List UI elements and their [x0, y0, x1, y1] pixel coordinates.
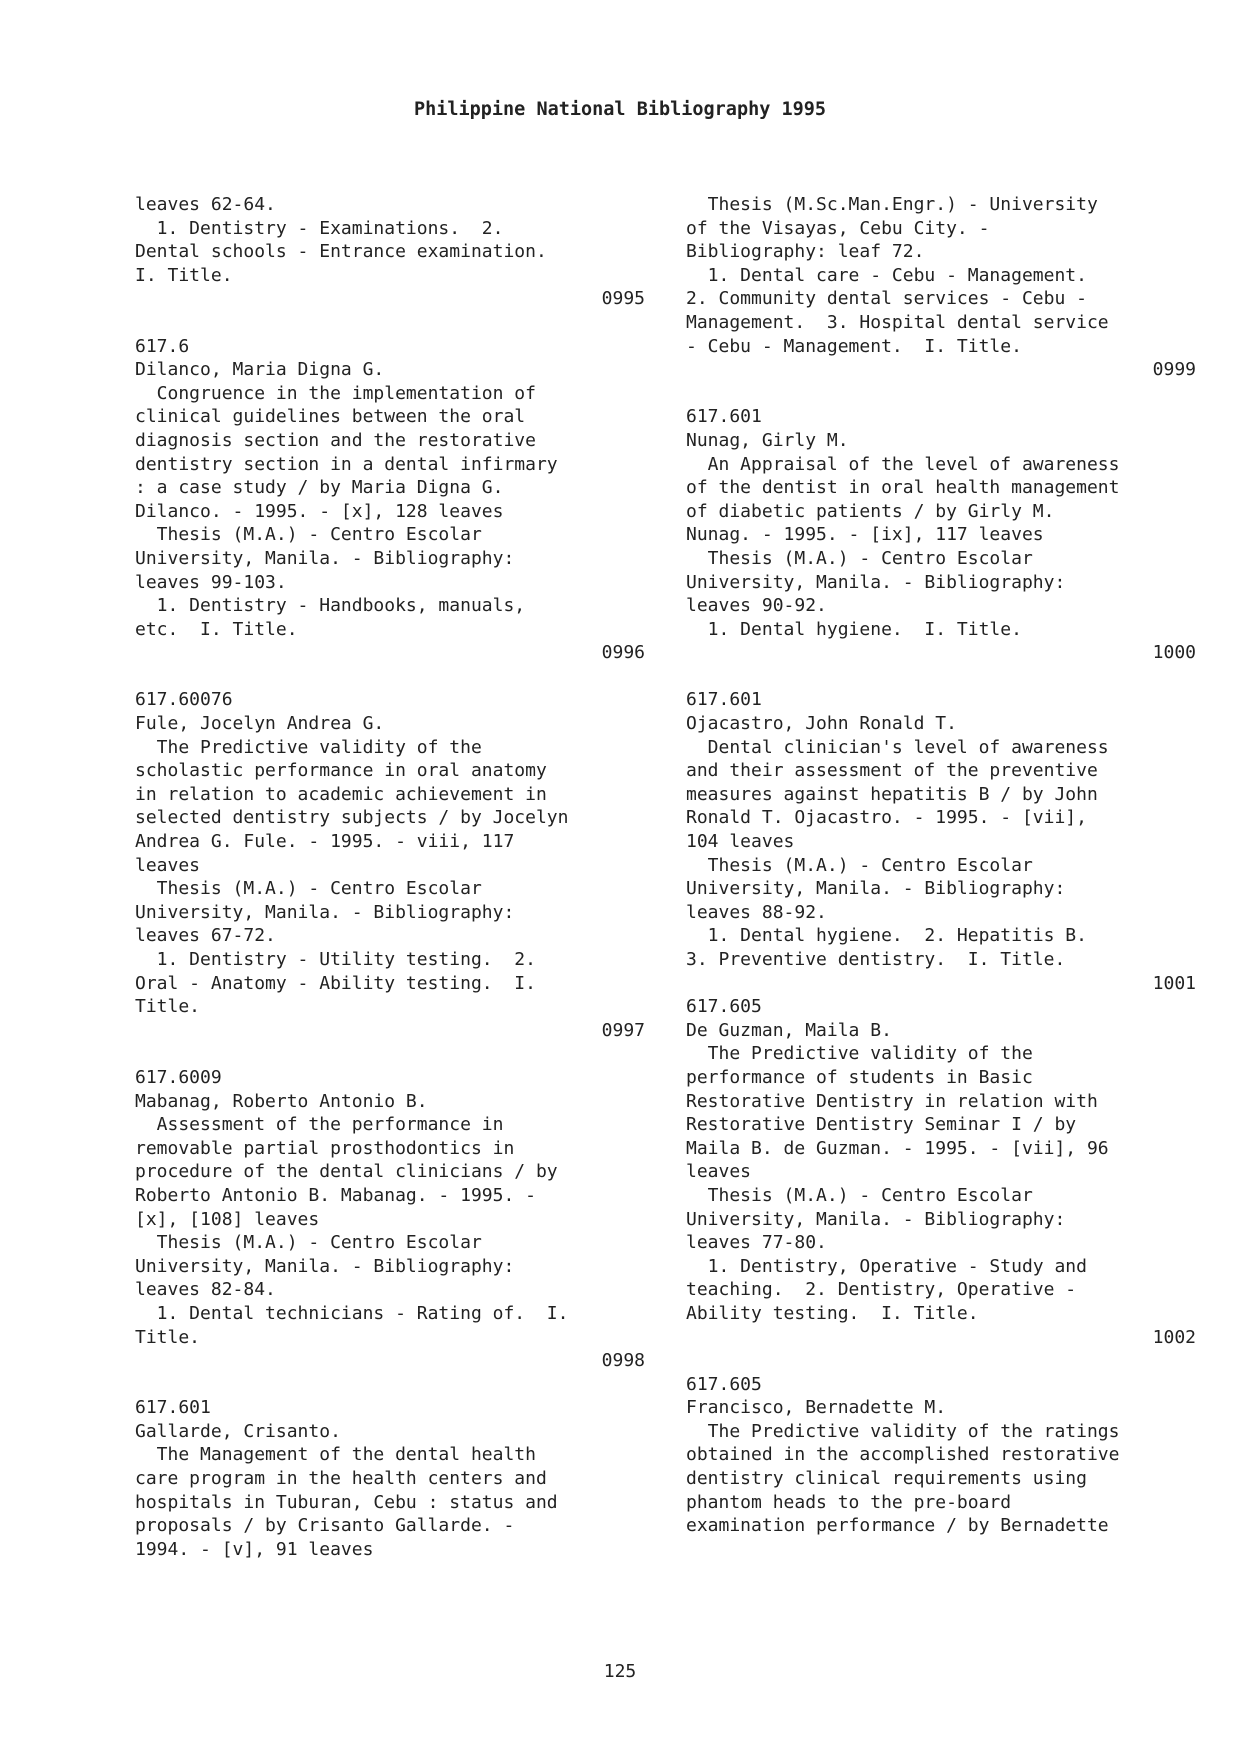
text-line: leaves 62-64. [135, 194, 276, 215]
page-number: 125 [603, 1661, 637, 1682]
text-line [686, 1349, 1196, 1373]
text-line: etc. I. Title. [135, 618, 298, 640]
text-line: 3. Preventive dentistry. I. Title. [686, 949, 1066, 970]
text-line: Dilanco. - 1995. - [x], 128 leaves [135, 500, 504, 522]
text-line: University, Manila. - Bibliography: [686, 1208, 1066, 1230]
text-line: procedure of the dental clinicians / by [135, 1161, 558, 1183]
text-line: Oral - Anatomy - Ability testing. I. [135, 972, 536, 994]
text-line: 617.6 [135, 335, 190, 357]
text-line [135, 1042, 645, 1066]
text-line: 617.601 [686, 406, 762, 428]
page-title: Philippine National Bibliography 1995 [413, 99, 827, 120]
text-line: Dental schools - Entrance examination. [135, 241, 547, 263]
text-line: Title. [135, 996, 201, 1018]
text-line: University, Manila. - Bibliography: [135, 901, 515, 923]
text-line: clinical guidelines between the oral [135, 406, 526, 428]
text-line: The Management of the dental health [135, 1444, 536, 1466]
text-line: Restorative Dentistry Seminar I / by [686, 1114, 1077, 1136]
text-line: Ability testing. I. Title. [686, 1302, 979, 1324]
text-line: and their assessment of the preventive [686, 760, 1098, 782]
text-line: The Predictive validity of the [135, 736, 482, 758]
text-line: of the dentist in oral health management [686, 477, 1120, 499]
text-line: Nunag, Girly M. [686, 429, 849, 451]
text-line [686, 382, 1196, 406]
text-line: Mabanag, Roberto Antonio B. [135, 1090, 428, 1112]
text-line: teaching. 2. Dentistry, Operative - [686, 1279, 1077, 1301]
text-line: 104 leaves [686, 831, 795, 853]
text-line [686, 665, 1196, 689]
entry-number: 0998 [601, 1350, 645, 1372]
text-line: 1. Dentistry, Operative - Study and [686, 1255, 1087, 1277]
text-line: 2. Community dental services - Cebu - [686, 288, 1087, 310]
text-line: Thesis (M.A.) - Centro Escolar [686, 854, 1033, 876]
text-line: Nunag. - 1995. - [ix], 117 leaves [686, 524, 1044, 546]
text-line: 1. Dental hygiene. I. Title. [686, 618, 1022, 640]
text-line: University, Manila. - Bibliography: [135, 1255, 515, 1277]
text-line: Dental clinician's level of awareness [686, 736, 1109, 758]
text-line: Restorative Dentistry in relation with [686, 1090, 1098, 1112]
text-line: [x], [108] leaves [135, 1208, 320, 1230]
text-line: Title. [135, 1326, 201, 1348]
left-column [135, 193, 645, 1561]
text-line: 617.601 [686, 689, 762, 711]
text-line: removable partial prosthodontics in [135, 1137, 515, 1159]
text-line: diagnosis section and the restorative [135, 429, 536, 451]
text-line: Congruence in the implementation of [135, 382, 536, 404]
text-line: Fule, Jocelyn Andrea G. [135, 713, 385, 735]
text-line: care program in the health centers and [135, 1468, 547, 1490]
text-line: Thesis (M.A.) - Centro Escolar [686, 1184, 1033, 1206]
text-line: leaves 67-72. [135, 925, 276, 947]
text-line: 617.605 [686, 996, 762, 1018]
text-line: of diabetic patients / by Girly M. [686, 500, 1055, 522]
text-line: 617.605 [686, 1373, 762, 1395]
text-line: 1. Dental technicians - Rating of. I. [135, 1302, 569, 1324]
text-line [135, 311, 645, 335]
text-line: leaves 99-103. [135, 571, 287, 593]
entry-number: 1002 [1152, 1326, 1196, 1348]
text-line: 617.6009 [135, 1066, 222, 1088]
right-column [686, 193, 1196, 1538]
text-line: dentistry section in a dental infirmary [135, 453, 558, 475]
text-line: of the Visayas, Cebu City. - [686, 217, 990, 239]
entry-number: 1000 [1152, 642, 1196, 664]
text-line: Bibliography: leaf 72. [686, 241, 925, 263]
text-line: Thesis (M.Sc.Man.Engr.) - University [686, 194, 1098, 215]
text-line: University, Manila. - Bibliography: [135, 547, 515, 569]
text-line: Thesis (M.A.) - Centro Escolar [135, 1232, 482, 1254]
text-line: leaves 82-84. [135, 1279, 276, 1301]
text-line: 617.601 [135, 1397, 211, 1419]
text-line: hospitals in Tuburan, Cebu : status and [135, 1491, 558, 1513]
text-line: 1. Dentistry - Handbooks, manuals, [135, 595, 526, 617]
text-line: performance of students in Basic [686, 1066, 1033, 1088]
text-line: Maila B. de Guzman. - 1995. - [vii], 96 [686, 1137, 1109, 1159]
text-line: 617.60076 [135, 689, 233, 711]
text-line: : a case study / by Maria Digna G. [135, 477, 504, 499]
text-line: The Predictive validity of the [686, 1043, 1033, 1065]
entry-number: 0997 [601, 1019, 645, 1041]
text-line: leaves [135, 854, 201, 876]
text-line: measures against hepatitis B / by John [686, 783, 1098, 805]
text-line: phantom heads to the pre-board [686, 1491, 1012, 1513]
text-line: 1. Dentistry - Utility testing. 2. [135, 949, 536, 970]
text-line: examination performance / by Bernadette [686, 1515, 1109, 1537]
text-line: Thesis (M.A.) - Centro Escolar [686, 547, 1033, 569]
text-line: Francisco, Bernadette M. [686, 1397, 947, 1419]
text-line: 1. Dental hygiene. 2. Hepatitis B. [686, 925, 1087, 947]
text-line: Assessment of the performance in [135, 1114, 504, 1136]
text-line: Ojacastro, John Ronald T. [686, 713, 957, 735]
text-line: Ronald T. Ojacastro. - 1995. - [vii], [686, 807, 1087, 829]
text-line: University, Manila. - Bibliography: [686, 878, 1066, 900]
text-line: leaves 90-92. [686, 595, 827, 617]
text-line: Thesis (M.A.) - Centro Escolar [135, 878, 482, 900]
text-line: 1994. - [v], 91 leaves [135, 1538, 374, 1560]
text-line: dentistry clinical requirements using [686, 1468, 1087, 1490]
text-line: - Cebu - Management. I. Title. [686, 335, 1022, 357]
text-line: selected dentistry subjects / by Jocelyn [135, 807, 569, 829]
text-line: I. Title. [135, 264, 233, 286]
text-line: scholastic performance in oral anatomy [135, 760, 547, 782]
text-line: De Guzman, Maila B. [686, 1019, 892, 1041]
text-line: leaves 88-92. [686, 901, 827, 923]
entry-number: 0999 [1152, 359, 1196, 381]
text-line: Andrea G. Fule. - 1995. - viii, 117 [135, 831, 515, 853]
text-line: Thesis (M.A.) - Centro Escolar [135, 524, 482, 546]
entry-number: 1001 [1152, 972, 1196, 994]
text-line [135, 665, 645, 689]
text-line: An Appraisal of the level of awareness [686, 453, 1120, 475]
text-line: proposals / by Crisanto Gallarde. - [135, 1515, 515, 1537]
text-line: University, Manila. - Bibliography: [686, 571, 1066, 593]
text-line: obtained in the accomplished restorative [686, 1444, 1120, 1466]
entry-number: 0996 [601, 642, 645, 664]
entry-number: 0995 [601, 288, 645, 310]
text-line: leaves [686, 1161, 752, 1183]
text-line: Gallarde, Crisanto. [135, 1420, 341, 1442]
text-line: Dilanco, Maria Digna G. [135, 359, 385, 381]
text-line: 1. Dentistry - Examinations. 2. [135, 217, 504, 239]
text-line: Roberto Antonio B. Mabanag. - 1995. - [135, 1184, 536, 1206]
text-line: in relation to academic achievement in [135, 783, 547, 805]
text-line: 1. Dental care - Cebu - Management. [686, 264, 1087, 286]
text-line [135, 1373, 645, 1397]
text-line: leaves 77-80. [686, 1232, 827, 1254]
text-line: Management. 3. Hospital dental service [686, 311, 1109, 333]
text-line: The Predictive validity of the ratings [686, 1420, 1120, 1442]
